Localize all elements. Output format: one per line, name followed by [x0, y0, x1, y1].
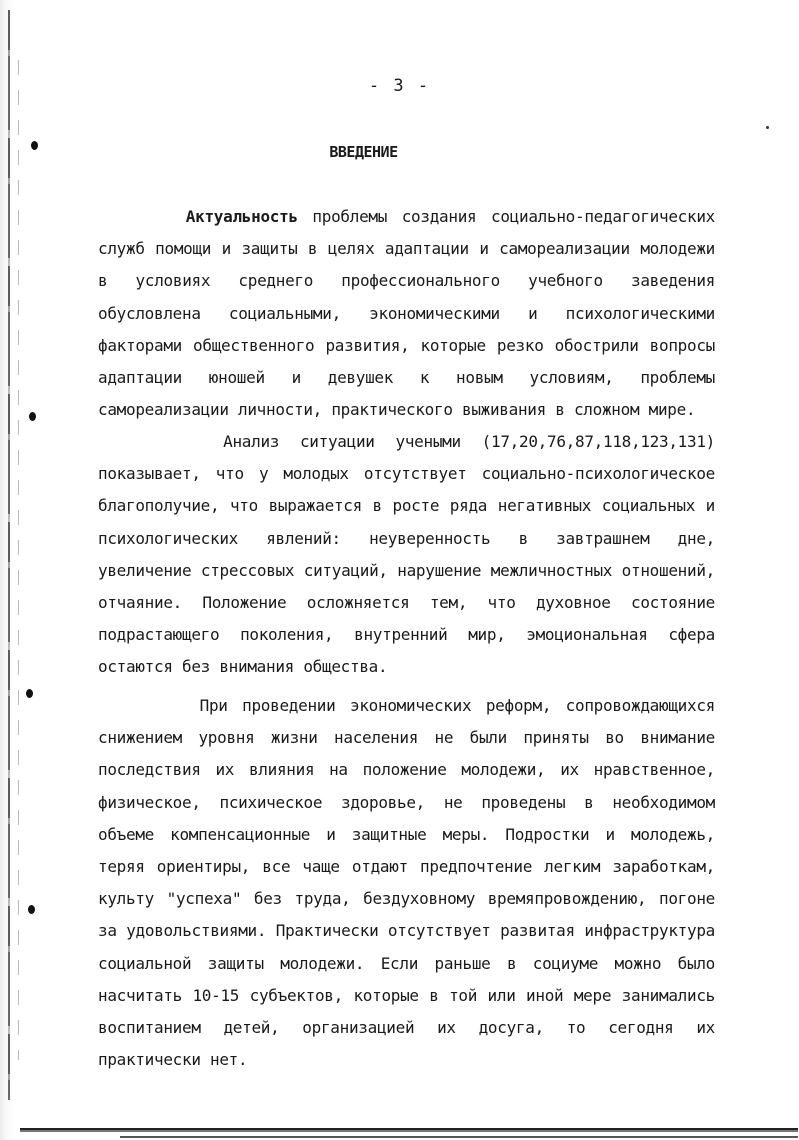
- bottom-scan-border-secondary: [120, 1136, 798, 1138]
- binder-hole-icon: [29, 412, 36, 421]
- bottom-scan-border: [20, 1128, 798, 1132]
- paragraph-1-text: проблемы создания социально-педагогических служб помощи и защиты в целях адаптации и самореализации молодежи в условиях среднего профессионального учебного заведения обусловлена социальными, экономическими и психологическими факторами общественного развития, которые резко обострили вопросы адаптации юношей и девушек к новым условиям, проблемы самореализации личности, практического выживания в сложном мире.: [98, 207, 725, 420]
- binding-edge-line-secondary: [18, 60, 19, 1060]
- binder-hole-icon: [26, 689, 33, 698]
- paragraph-3: [98, 690, 725, 1076]
- page-number: - 3 -: [368, 76, 431, 96]
- page-title: ВВЕДЕНИЕ: [329, 143, 398, 161]
- paragraph-2: [98, 426, 725, 684]
- scan-shadow: [0, 0, 40, 1140]
- paragraph-2-text: Анализ ситуации учеными (17,20,76,87,118,123,131) показывает, что у молодых отсутствует социально-психологическое благополучие, что выражается в росте ряда негативных социальных и психологических явлений: неуверенность в завтрашнем дне, увеличение стрессовых ситуаций, нарушение межличностных отношений, отчаяние. Положение осложняется тем, что духовное состояние подрастающего поколения, внутренний мир, эмоциональная сфера остаются без внимания общества.: [98, 432, 725, 677]
- binding-edge-line: [8, 10, 10, 1100]
- paragraph-3-text: При проведении экономических реформ, сопровождающихся снижением уровня жизни населения не были приняты во внимание последствия их влияния на положение молодежи, их нравственное, физическое, психическое здоровье, не проведены в необходимом объеме компенсационные и защитные меры. Подростки и молодежь, теряя ориентиры, все чаще отдают предпочтение легким заработкам, культу "успеха" без труда, бездуховному времяпровождению, погоне за удовольствиями. Практически отсутствует развитая инфраструктура социальной защиты молодежи. Если раньше в социуме можно было насчитать 10-15 субъектов, которые в той или иной мере занимались воспитанием детей, организацией их досуга, то сегодня их практически нет.: [98, 696, 725, 1070]
- scan-speck: [766, 126, 769, 129]
- paragraph-1-lead: Актуальность: [185, 207, 298, 226]
- binder-hole-icon: [28, 905, 35, 914]
- paragraph-1: [98, 201, 725, 426]
